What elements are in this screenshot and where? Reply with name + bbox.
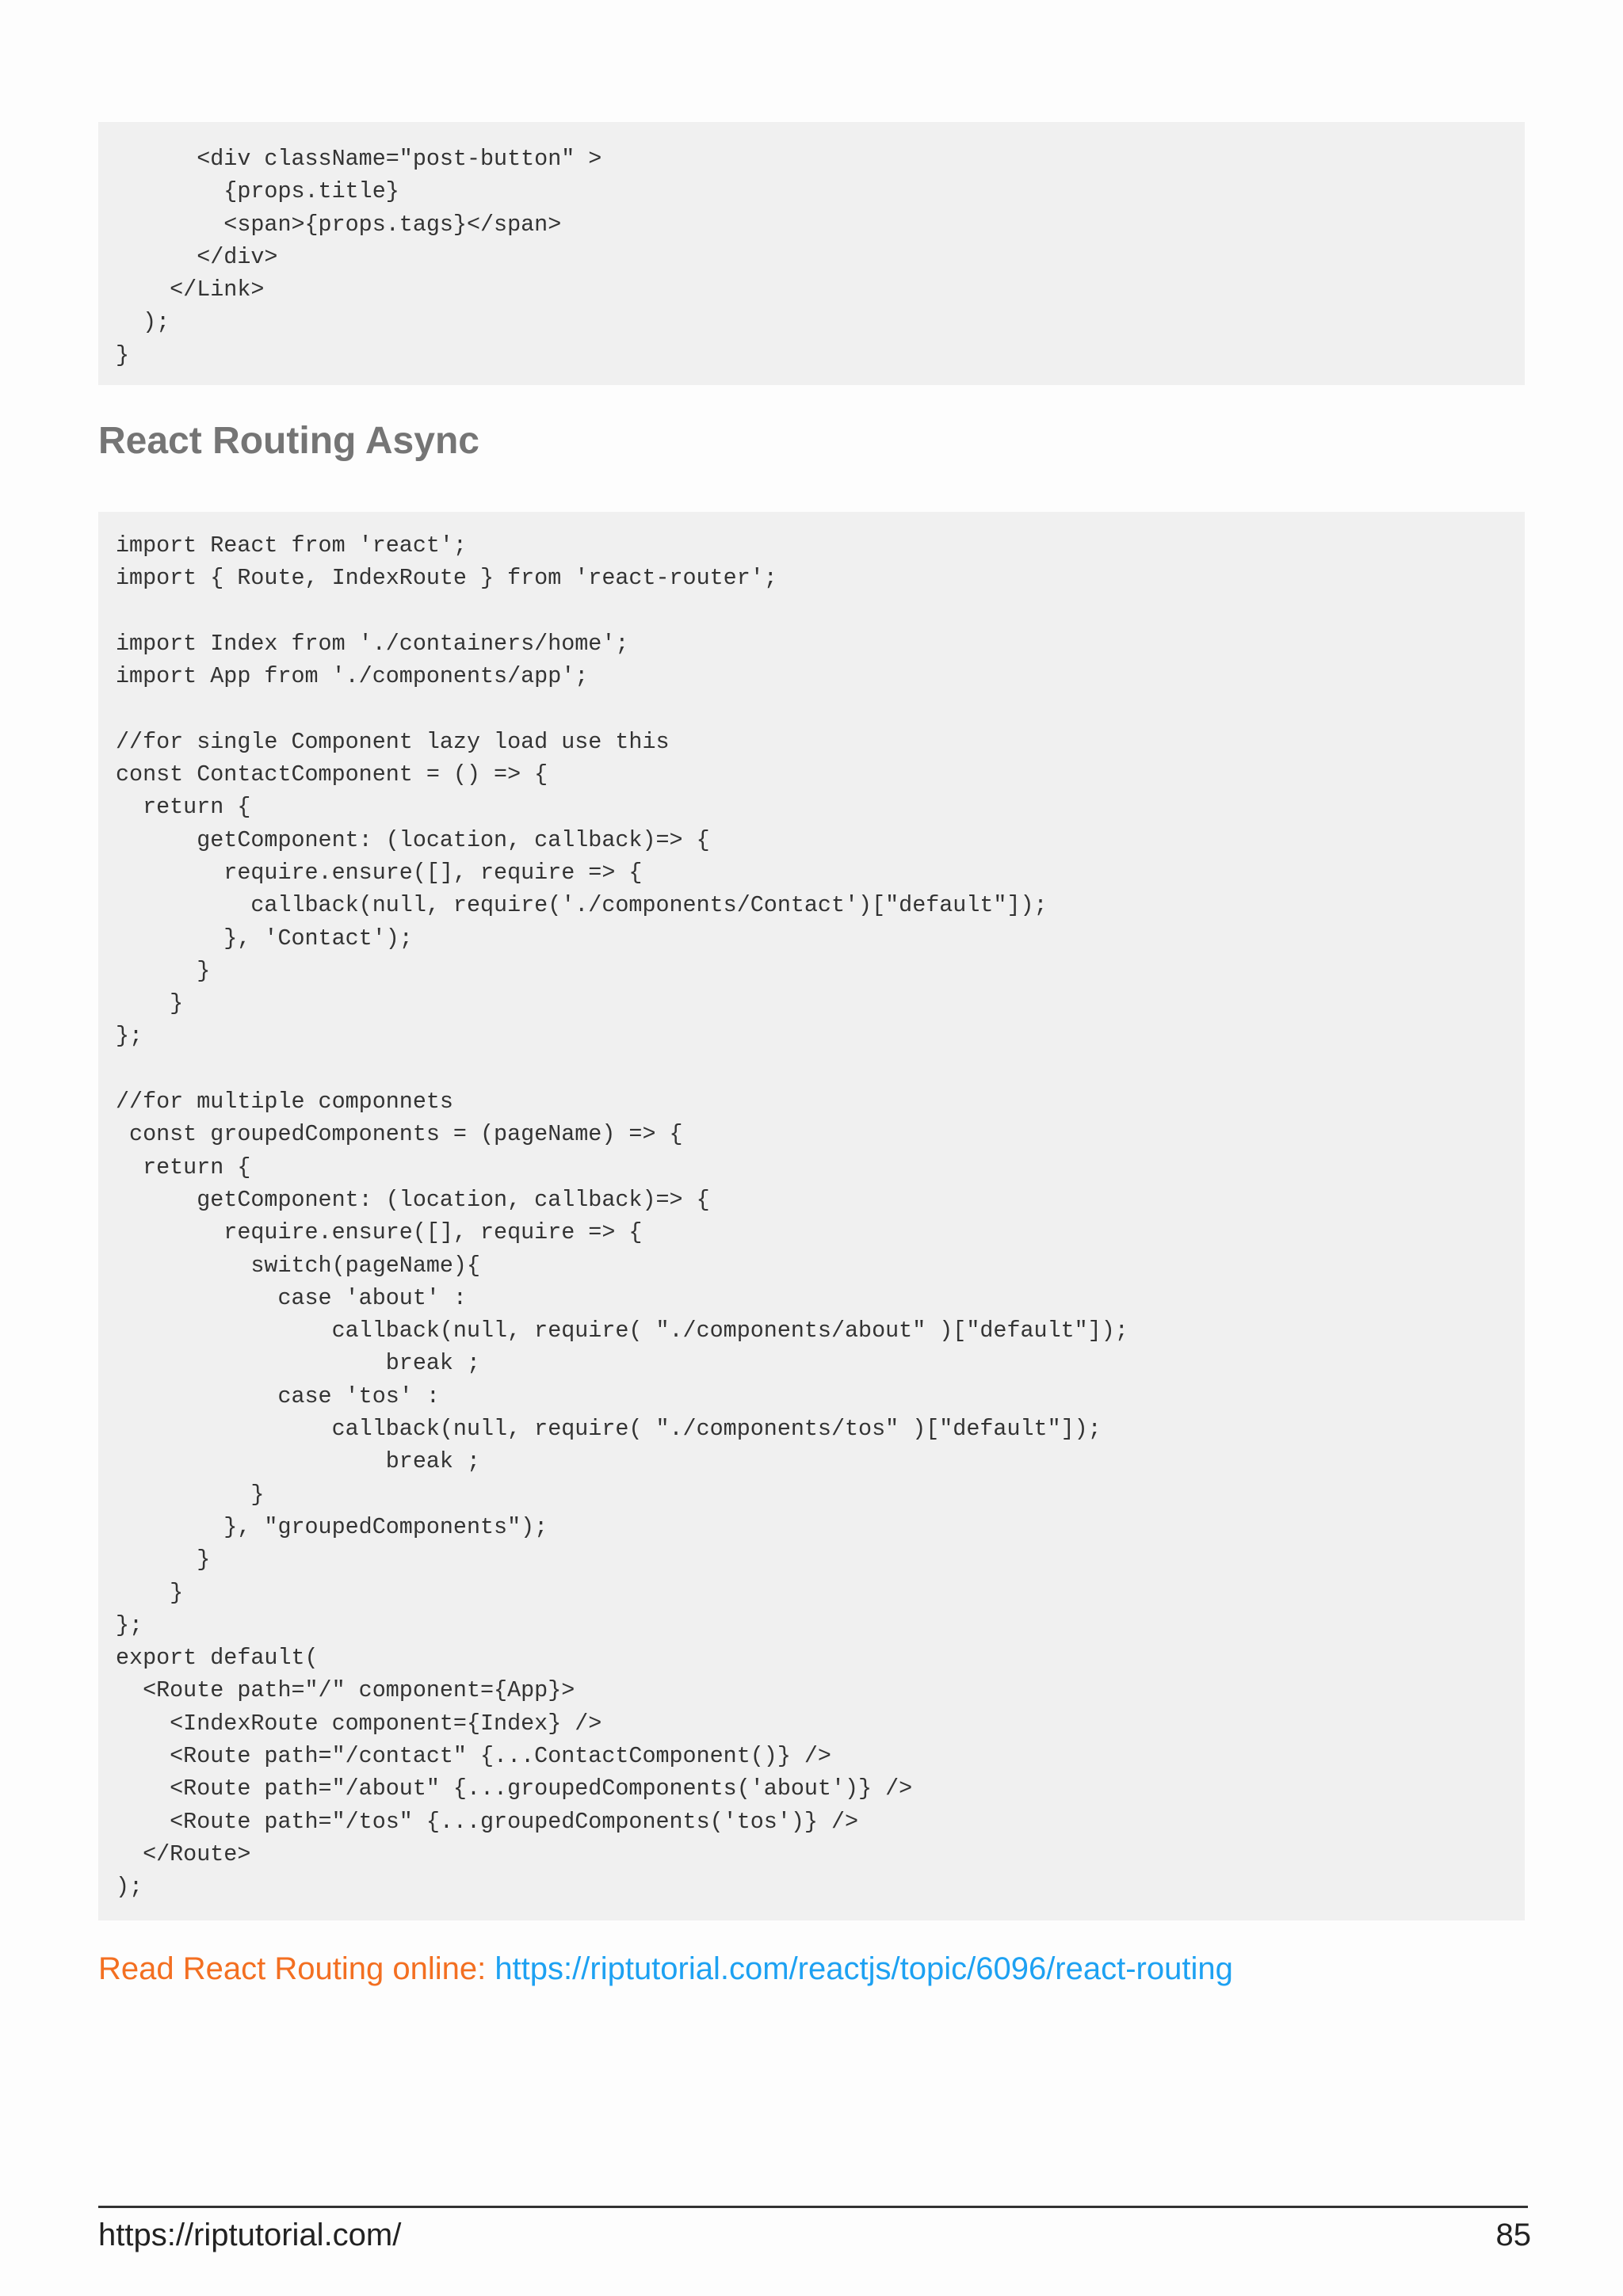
code-block-main: [98, 512, 1525, 1920]
footer-page-number: 85: [1495, 2218, 1531, 2252]
code-block-top: [98, 122, 1525, 385]
code-text-main: import React from 'react'; import { Route, IndexRoute } from 'react-router'; import Index from './containers/home'; import App from './components/app'; //for single Component lazy load use this const ContactComponent = () => { return { getComponent: (location, callback)=> { require.ensure([], require => { callback(null, require('./components/Contact')["default"]); }, 'Contact'); } } }; //for multiple componnets const groupedComponents = (pageName) => { return { getComponent: (location, callback)=> { require.ensure([], require => { switch(pageName){ case 'about' : callback(null, require( "./components/about" )["default"]); break ; case 'tos' : callback(null, require( "./components/tos" )["default"]); break ; } }, "groupedComponents"); } } }; export default( <Route path="/" component={App}> <IndexRoute component={Index} /> <Route path="/contact" {...ContactComponent()} /> <Route path="/about" {...groupedComponents('about')} /> <Route path="/tos" {...groupedComponents('tos')} /> </Route> );: [116, 532, 1128, 1901]
read-online-line: [98, 1950, 1233, 1988]
read-online-link[interactable]: https://riptutorial.com/reactjs/topic/6096/react-routing: [495, 1951, 1233, 1986]
footer-divider: [98, 2206, 1528, 2208]
code-text-top: <div className="post-button" > {props.title} <span>{props.tags}</span> </div> </Link> ); }: [116, 146, 602, 368]
read-online-label: Read React Routing online:: [98, 1951, 495, 1986]
footer-site-url: https://riptutorial.com/: [98, 2218, 402, 2252]
section-heading: React Routing Async: [98, 420, 479, 462]
